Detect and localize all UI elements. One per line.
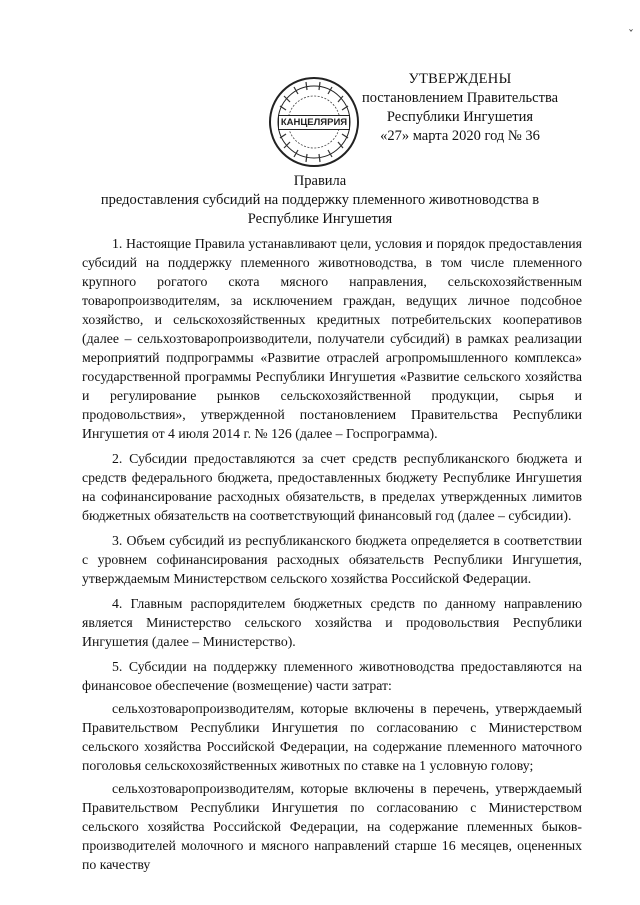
approval-block [360, 70, 560, 146]
approval-line-2: Республики Ингушетия [386, 109, 534, 125]
chancellery-stamp [268, 76, 360, 168]
paragraph-3: 3. Объем субсидий из республиканского бюджета определяется в соответствии с уровнем софинансирования расходных обязательств Республики Ингушетия, утверждаемым Министерством сельского хозяйства Российской Федерации. [82, 533, 582, 586]
approval-line-3: «27» марта 2020 год № 36 [380, 128, 540, 144]
title-line-2: предоставления субсидий на поддержку племенного животноводства в [100, 192, 540, 208]
stamp-label: КАНЦЕЛЯРИЯ [278, 115, 350, 130]
title-line-1: Правила [293, 173, 347, 189]
corner-mark: ˇ [628, 28, 634, 42]
paragraph-2: 2. Субсидии предоставляются за счет средств республиканского бюджета и средств федерального бюджета, предоставленных бюджету Республике Ингушетия на софинансирование расходных обязательств, в пределах утвержденных лимитов бюджетных обязательств на соответствующий финансовый год (далее – субсидии). [82, 451, 582, 523]
paragraph-5-item-1: сельхозтоваропроизводителям, которые включены в перечень, утверждаемый Правительством Республики Ингушетия по согласованию с Министерством сельского хозяйства Российской Федерации, на содержание племенного маточного поголовья сельскохозяйственных животных по ставке на 1 условную голову; [82, 701, 582, 773]
paragraph-4: 4. Главным распорядителем бюджетных средств по данному направлению является Министерство сельского хозяйства и продовольствия Республики Ингушетия (далее – Министерство). [82, 596, 582, 649]
document-body [82, 234, 582, 878]
approval-heading: УТВЕРЖДЕНЫ [408, 71, 512, 87]
title-line-3: Республике Ингушетия [247, 211, 393, 227]
paragraph-5: 5. Субсидии на поддержку племенного животноводства предоставляются на финансовое обеспечение (возмещение) части затрат: [82, 659, 582, 693]
document-title [90, 172, 550, 229]
approval-line-1: постановлением Правительства [361, 90, 559, 106]
paragraph-1: 1. Настоящие Правила устанавливают цели, условия и порядок предоставления субсидий на поддержку племенного животноводства, в том числе племенного крупного рогатого скота мясного направления, сельскохозяйственным товаропроизводителям, за исключением граждан, ведущих личное подсобное хозяйство, и сельскохозяйственных кредитных потребительских кооперативов (далее – сельхозтоваропроизводители, получатели субсидий) в рамках реализации мероприятий подпрограммы «Развитие отраслей агропромышленного комплекса» государственной программы Республики Ингушетия «Развитие сельского хозяйства и регулирование рынков сельскохозяйственной продукции, сырья и продовольствия», утвержденной постановлением Правительства Республики Ингушетия от 4 июля 2014 г. № 126 (далее – Госпрограмма). [82, 236, 582, 441]
paragraph-5-item-2: сельхозтоваропроизводителям, которые включены в перечень, утверждаемый Правительством Республики Ингушетия по согласованию с Министерством сельского хозяйства Российской Федерации, на содержание племенных быков-производителей молочного и мясного направлений старше 16 месяцев, оцененных по качеству [82, 781, 582, 872]
